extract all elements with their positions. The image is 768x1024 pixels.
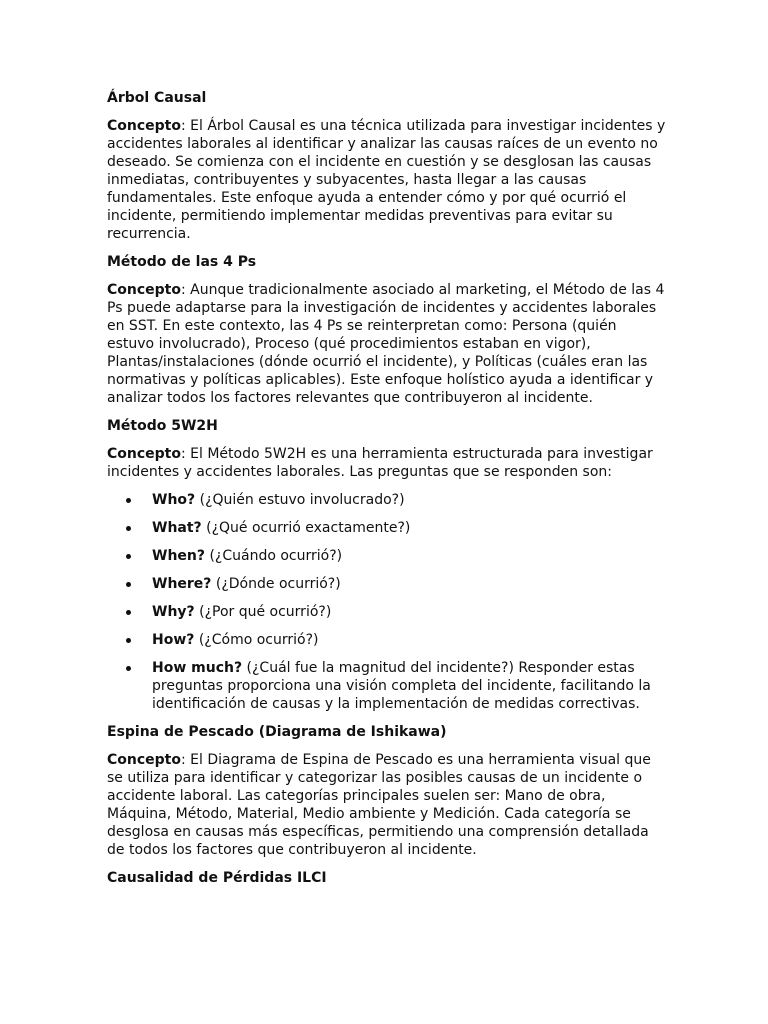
bullet-icon	[126, 526, 131, 531]
list-item	[107, 575, 668, 593]
questions-list	[107, 491, 668, 713]
concept-label: Concepto	[107, 282, 181, 298]
question-label: Who?	[152, 492, 196, 508]
question-text: (¿Cuándo ocurrió?)	[205, 548, 343, 564]
paragraph-metodo-5w2h	[107, 445, 668, 481]
bullet-icon	[126, 638, 131, 643]
heading-causalidad-perdidas: Causalidad de Pérdidas ILCI	[107, 870, 327, 886]
paragraph-arbol-causal	[107, 117, 668, 243]
list-item	[107, 519, 668, 537]
heading-metodo-4ps: Método de las 4 Ps	[107, 254, 257, 270]
bullet-icon	[126, 666, 131, 671]
concept-text: : El Método 5W2H es una herramienta estructurada para investigar incidentes y accidentes laborales. Las preguntas que se responden son:	[107, 446, 653, 480]
question-label: What?	[152, 520, 202, 536]
question-text: (¿Por qué ocurrió?)	[194, 604, 332, 620]
list-item	[107, 631, 668, 649]
question-text: (¿Dónde ocurrió?)	[211, 576, 341, 592]
heading-metodo-5w2h: Método 5W2H	[107, 418, 218, 434]
list-item	[107, 491, 668, 509]
list-item	[107, 603, 668, 621]
concept-text: : El Diagrama de Espina de Pescado es una herramienta visual que se utiliza para identificar y categorizar las posibles causas de un incidente o accidente laboral. Las categorías principales suelen ser: Mano de obra, Máquina, Método, Material, Medio ambiente y Medición. Cada categoría se desglosa en causas más específicas, permitiendo una comprensión detallada de todos los factores que contribuyeron al incidente.	[107, 752, 651, 858]
question-label: How much?	[152, 660, 243, 676]
paragraph-espina-pescado	[107, 751, 668, 859]
question-text: (¿Cómo ocurrió?)	[194, 632, 319, 648]
bullet-icon	[126, 554, 131, 559]
concept-text: : El Árbol Causal es una técnica utilizada para investigar incidentes y accidentes laborales al identificar y analizar las causas raíces de un evento no deseado. Se comienza con el incidente en cuestión y se desglosan las causas inmediatas, contribuyentes y subyacentes, hasta llegar a las causas fundamentales. Este enfoque ayuda a entender cómo y por qué ocurrió el incidente, permitiendo implementar medidas preventivas para evitar su recurrencia.	[107, 118, 666, 242]
bullet-icon	[126, 610, 131, 615]
question-text: (¿Cuál fue la magnitud del incidente?) Responder estas preguntas proporciona una visión completa del incidente, facilitando la identificación de causas y la implementación de medidas correctivas.	[152, 660, 651, 712]
bullet-icon	[126, 498, 131, 503]
list-item	[107, 547, 668, 565]
concept-label: Concepto	[107, 446, 181, 462]
concept-label: Concepto	[107, 118, 181, 134]
bullet-icon	[126, 582, 131, 587]
question-label: Why?	[152, 604, 195, 620]
question-label: How?	[152, 632, 195, 648]
question-label: Where?	[152, 576, 212, 592]
question-label: When?	[152, 548, 205, 564]
heading-arbol-causal: Árbol Causal	[107, 90, 207, 106]
question-text: (¿Qué ocurrió exactamente?)	[201, 520, 411, 536]
question-text: (¿Quién estuvo involucrado?)	[195, 492, 405, 508]
concept-text: : Aunque tradicionalmente asociado al marketing, el Método de las 4 Ps puede adaptarse para la investigación de incidentes y accidentes laborales en SST. En este contexto, las 4 Ps se reinterpretan como: Persona (quién estuvo involucrado), Proceso (qué procedimientos estaban en vigor), Plantas/instalaciones (dónde ocurrió el incidente), y Políticas (cuáles eran las normativas y políticas aplicables). Este enfoque holístico ayuda a identificar y analizar todos los factores relevantes que contribuyeron al incidente.	[107, 282, 665, 406]
heading-espina-pescado: Espina de Pescado (Diagrama de Ishikawa)	[107, 724, 447, 740]
concept-label: Concepto	[107, 752, 181, 768]
list-item	[107, 659, 668, 713]
paragraph-metodo-4ps	[107, 281, 668, 407]
